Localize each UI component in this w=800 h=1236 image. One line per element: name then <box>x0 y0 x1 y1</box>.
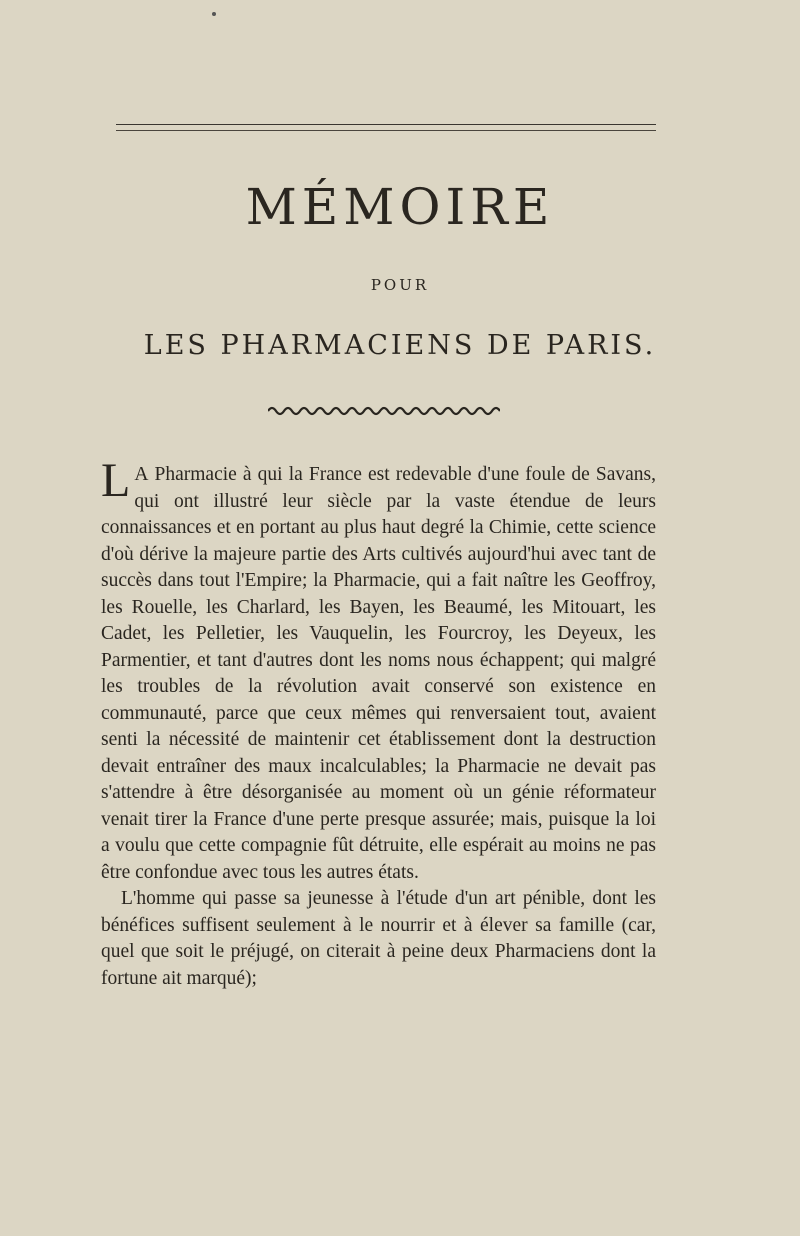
title-pour: POUR <box>370 276 430 294</box>
page-title: MÉMOIRE <box>245 178 555 236</box>
page-subtitle: LES PHARMACIENS DE PARIS. <box>143 330 657 361</box>
paragraph-2: L'homme qui passe sa jeunesse à l'étude d'un art pénible, dont les bénéfices suffisent seulement à le nourrir et à élever sa famille (car, quel que soit le préjugé, on citerait à peine deux Pharmaciens dont la fortune ait marqué); <box>101 888 656 989</box>
drop-cap: L <box>101 454 131 507</box>
body-text <box>101 454 656 992</box>
ornament-flourish <box>268 404 500 418</box>
ink-speck <box>212 12 216 16</box>
paragraph-1 <box>101 454 656 886</box>
first-word: A <box>134 464 149 485</box>
header-rule <box>116 124 656 131</box>
paragraph-1-text: Pharmacie à qui la France est redevable d'une foule de Savans, qui ont illustré leur siècle par la vaste étendue de leurs connaissances et en portant au plus haut degré la Chimie, cette science d'où dérive la majeure partie des Arts cultivés aujourd'hui avec tant de succès dans tout l'Empire; la Pharmacie, qui a fait naître les Geoffroy, les Rouelle, les Charlard, les Bayen, les Beaumé, les Mitouart, les Cadet, les Pelletier, les Vauquelin, les Fourcroy, les Deyeux, les Parmentier, et tant d'autres dont les noms nous échappent; qui malgré les troubles de la révolution avait conservé son existence en communauté, parce que ceux mêmes qui renversaient tout, avaient senti la nécessité de maintenir cet établissement dont la destruction devait entraîner des maux incalculables; la Pharmacie ne devait pas s'attendre à être désorganisée au moment où un génie réformateur venait tirer la France d'une perte presque assurée; mais, puisque la loi a voulu que cette compagnie fût détruite, elle espérait au moins ne pas être confondue avec tous les autres états. <box>101 464 656 883</box>
